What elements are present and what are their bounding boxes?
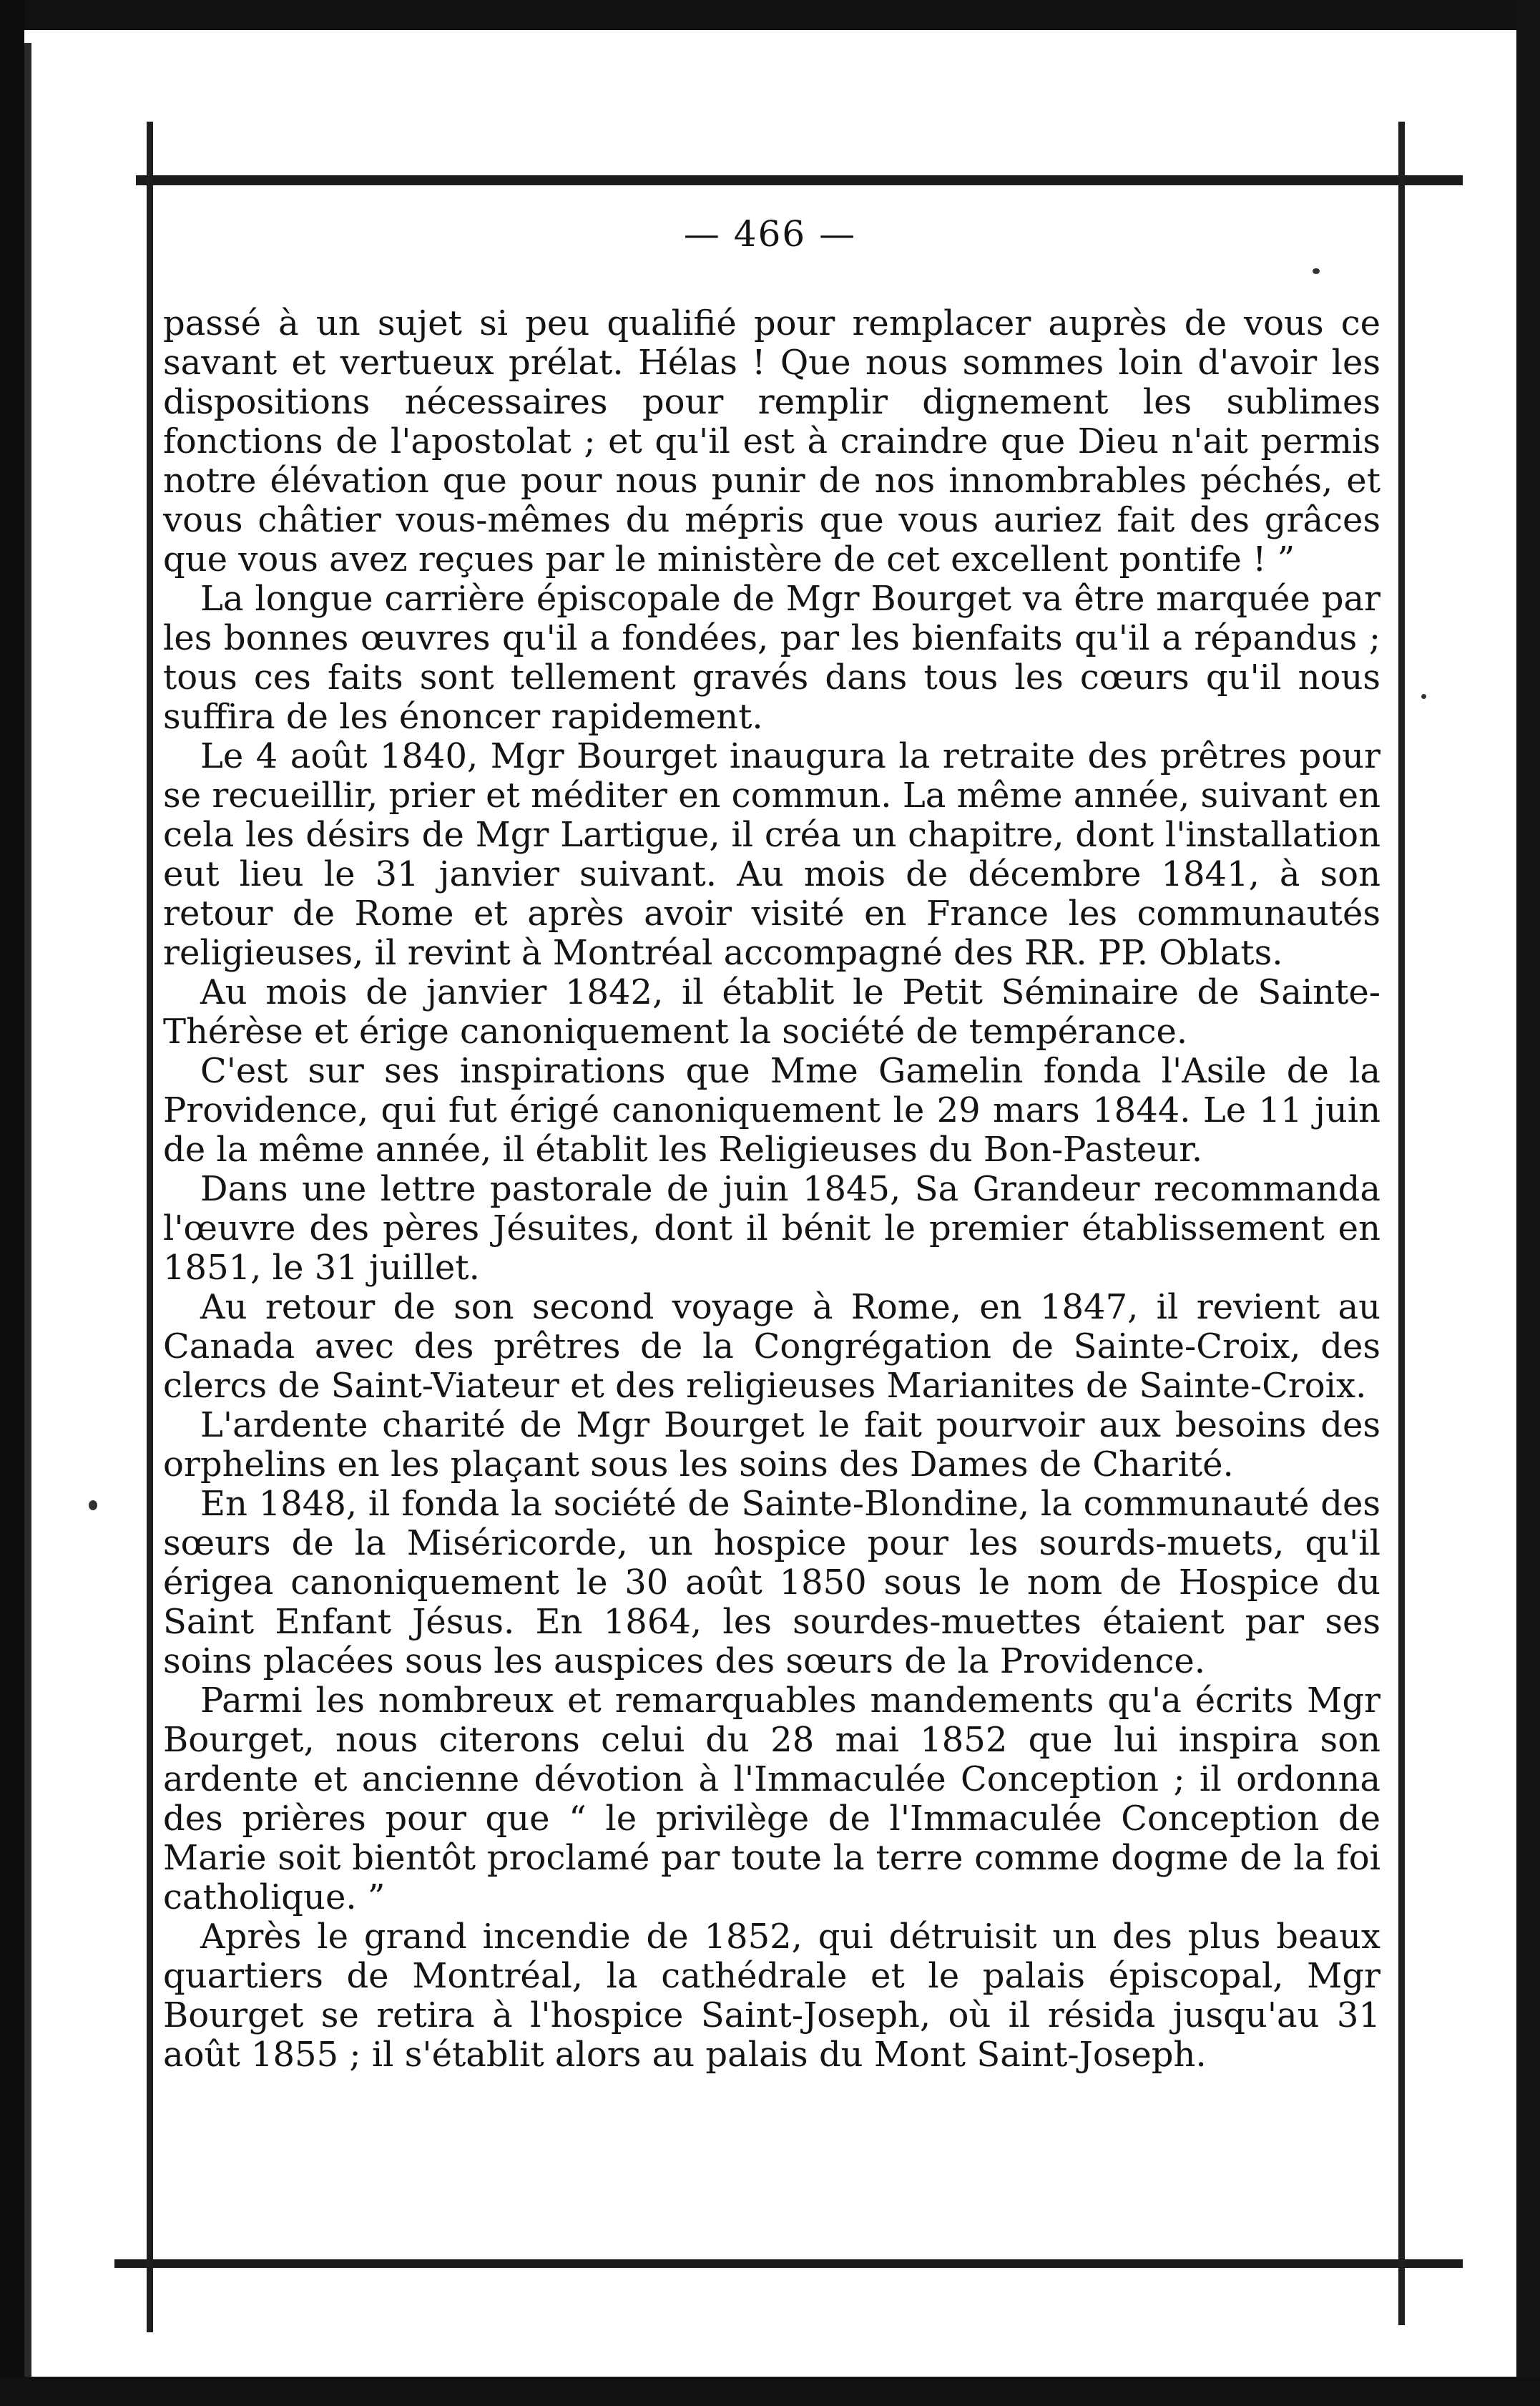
paragraph: Le 4 août 1840, Mgr Bourget inaugura la retraite des prêtres pour se recueillir, prier et méditer en commun. La même année, suivant en cela les désirs de Mgr Lartigue, il créa un chapitre, dont l'installation eut lieu le 31 janvier suivant. Au mois de décembre 1841, à son retour de Rome et après avoir visité en France les communautés religieuses, il revint à Montréal accompagné des RR. PP. Oblats.: [163, 736, 1380, 973]
paragraph: C'est sur ses inspirations que Mme Gamelin fonda l'Asile de la Providence, qui fut érigé canoniquement le 29 mars 1844. Le 11 juin de la même année, il établit les Religieuses du Bon-Pasteur.: [163, 1051, 1380, 1170]
page-body: [163, 304, 1380, 2075]
ink-speck: [1313, 268, 1320, 274]
page-frame-bottom-rule: [114, 2259, 1463, 2268]
paragraph: Dans une lettre pastorale de juin 1845, Sa Grandeur recommanda l'œuvre des pères Jésuites, dont il bénit le premier établissement en 1851, le 31 juillet.: [163, 1169, 1380, 1288]
ink-speck: [89, 1500, 97, 1510]
paragraph: Parmi les nombreux et remarquables mandements qu'a écrits Mgr Bourget, nous citerons celui du 28 mai 1852 que lui inspira son ardente et ancienne dévotion à l'Immaculée Conception ; il ordonna des prières pour que “ le privilège de l'Immaculée Conception de Marie soit bientôt proclamé par toute la terre comme dogme de la foi catholique. ”: [163, 1681, 1380, 1917]
paragraph: En 1848, il fonda la société de Sainte-Blondine, la communauté des sœurs de la Miséricorde, un hospice pour les sourds-muets, qu'il érigea canoniquement le 30 août 1850 sous le nom de Hospice du Saint Enfant Jésus. En 1864, les sourdes-muettes étaient par ses soins placées sous les auspices des sœurs de la Providence.: [163, 1484, 1380, 1681]
page-frame-right-rule: [1398, 122, 1405, 2325]
paragraph: passé à un sujet si peu qualifié pour remplacer auprès de vous ce savant et vertueux prélat. Hélas ! Que nous sommes loin d'avoir les dispositions nécessaires pour remplir dignement les sublimes fonctions de l'apostolat ; et qu'il est à craindre que Dieu n'ait permis notre élévation que pour nous punir de nos innombrables péchés, et vous châtier vous-mêmes du mépris que vous auriez fait des grâces que vous avez reçues par le ministère de cet excellent pontife ! ”: [163, 303, 1380, 580]
scan-border-right: [1516, 0, 1540, 2406]
page-number: — 466 —: [683, 213, 857, 255]
scan-border-top: [0, 0, 1540, 30]
page-frame-top-rule: [136, 175, 1463, 185]
scan-border-left: [0, 0, 24, 2406]
paragraph: Après le grand incendie de 1852, qui détruisit un des plus beaux quartiers de Montréal, la cathédrale et le palais épiscopal, Mgr Bourget se retira à l'hospice Saint-Joseph, où il résida jusqu'au 31 août 1855 ; il s'établit alors au palais du Mont Saint-Joseph.: [163, 1917, 1380, 2075]
scan-border-bottom: [0, 2377, 1540, 2406]
paragraph: L'ardente charité de Mgr Bourget le fait pourvoir aux besoins des orphelins en les plaçant sous les soins des Dames de Charité.: [163, 1405, 1380, 1485]
page-frame-left-rule: [147, 122, 153, 2332]
paragraph: Au retour de son second voyage à Rome, en 1847, il revient au Canada avec des prêtres de la Congrégation de Sainte-Croix, des clercs de Saint-Viateur et des religieuses Marianites de Sainte-Croix.: [163, 1287, 1380, 1406]
scan-border-left-inner: [24, 43, 31, 2397]
paragraph: La longue carrière épiscopale de Mgr Bourget va être marquée par les bonnes œuvres qu'il a fondées, par les bienfaits qu'il a répandus ; tous ces faits sont tellement gravés dans tous les cœurs qu'il nous suffira de les énoncer rapidement.: [163, 579, 1380, 737]
ink-speck: [1421, 694, 1426, 699]
paragraph: Au mois de janvier 1842, il établit le Petit Séminaire de Sainte-Thérèse et érige canoniquement la société de tempérance.: [163, 972, 1380, 1052]
